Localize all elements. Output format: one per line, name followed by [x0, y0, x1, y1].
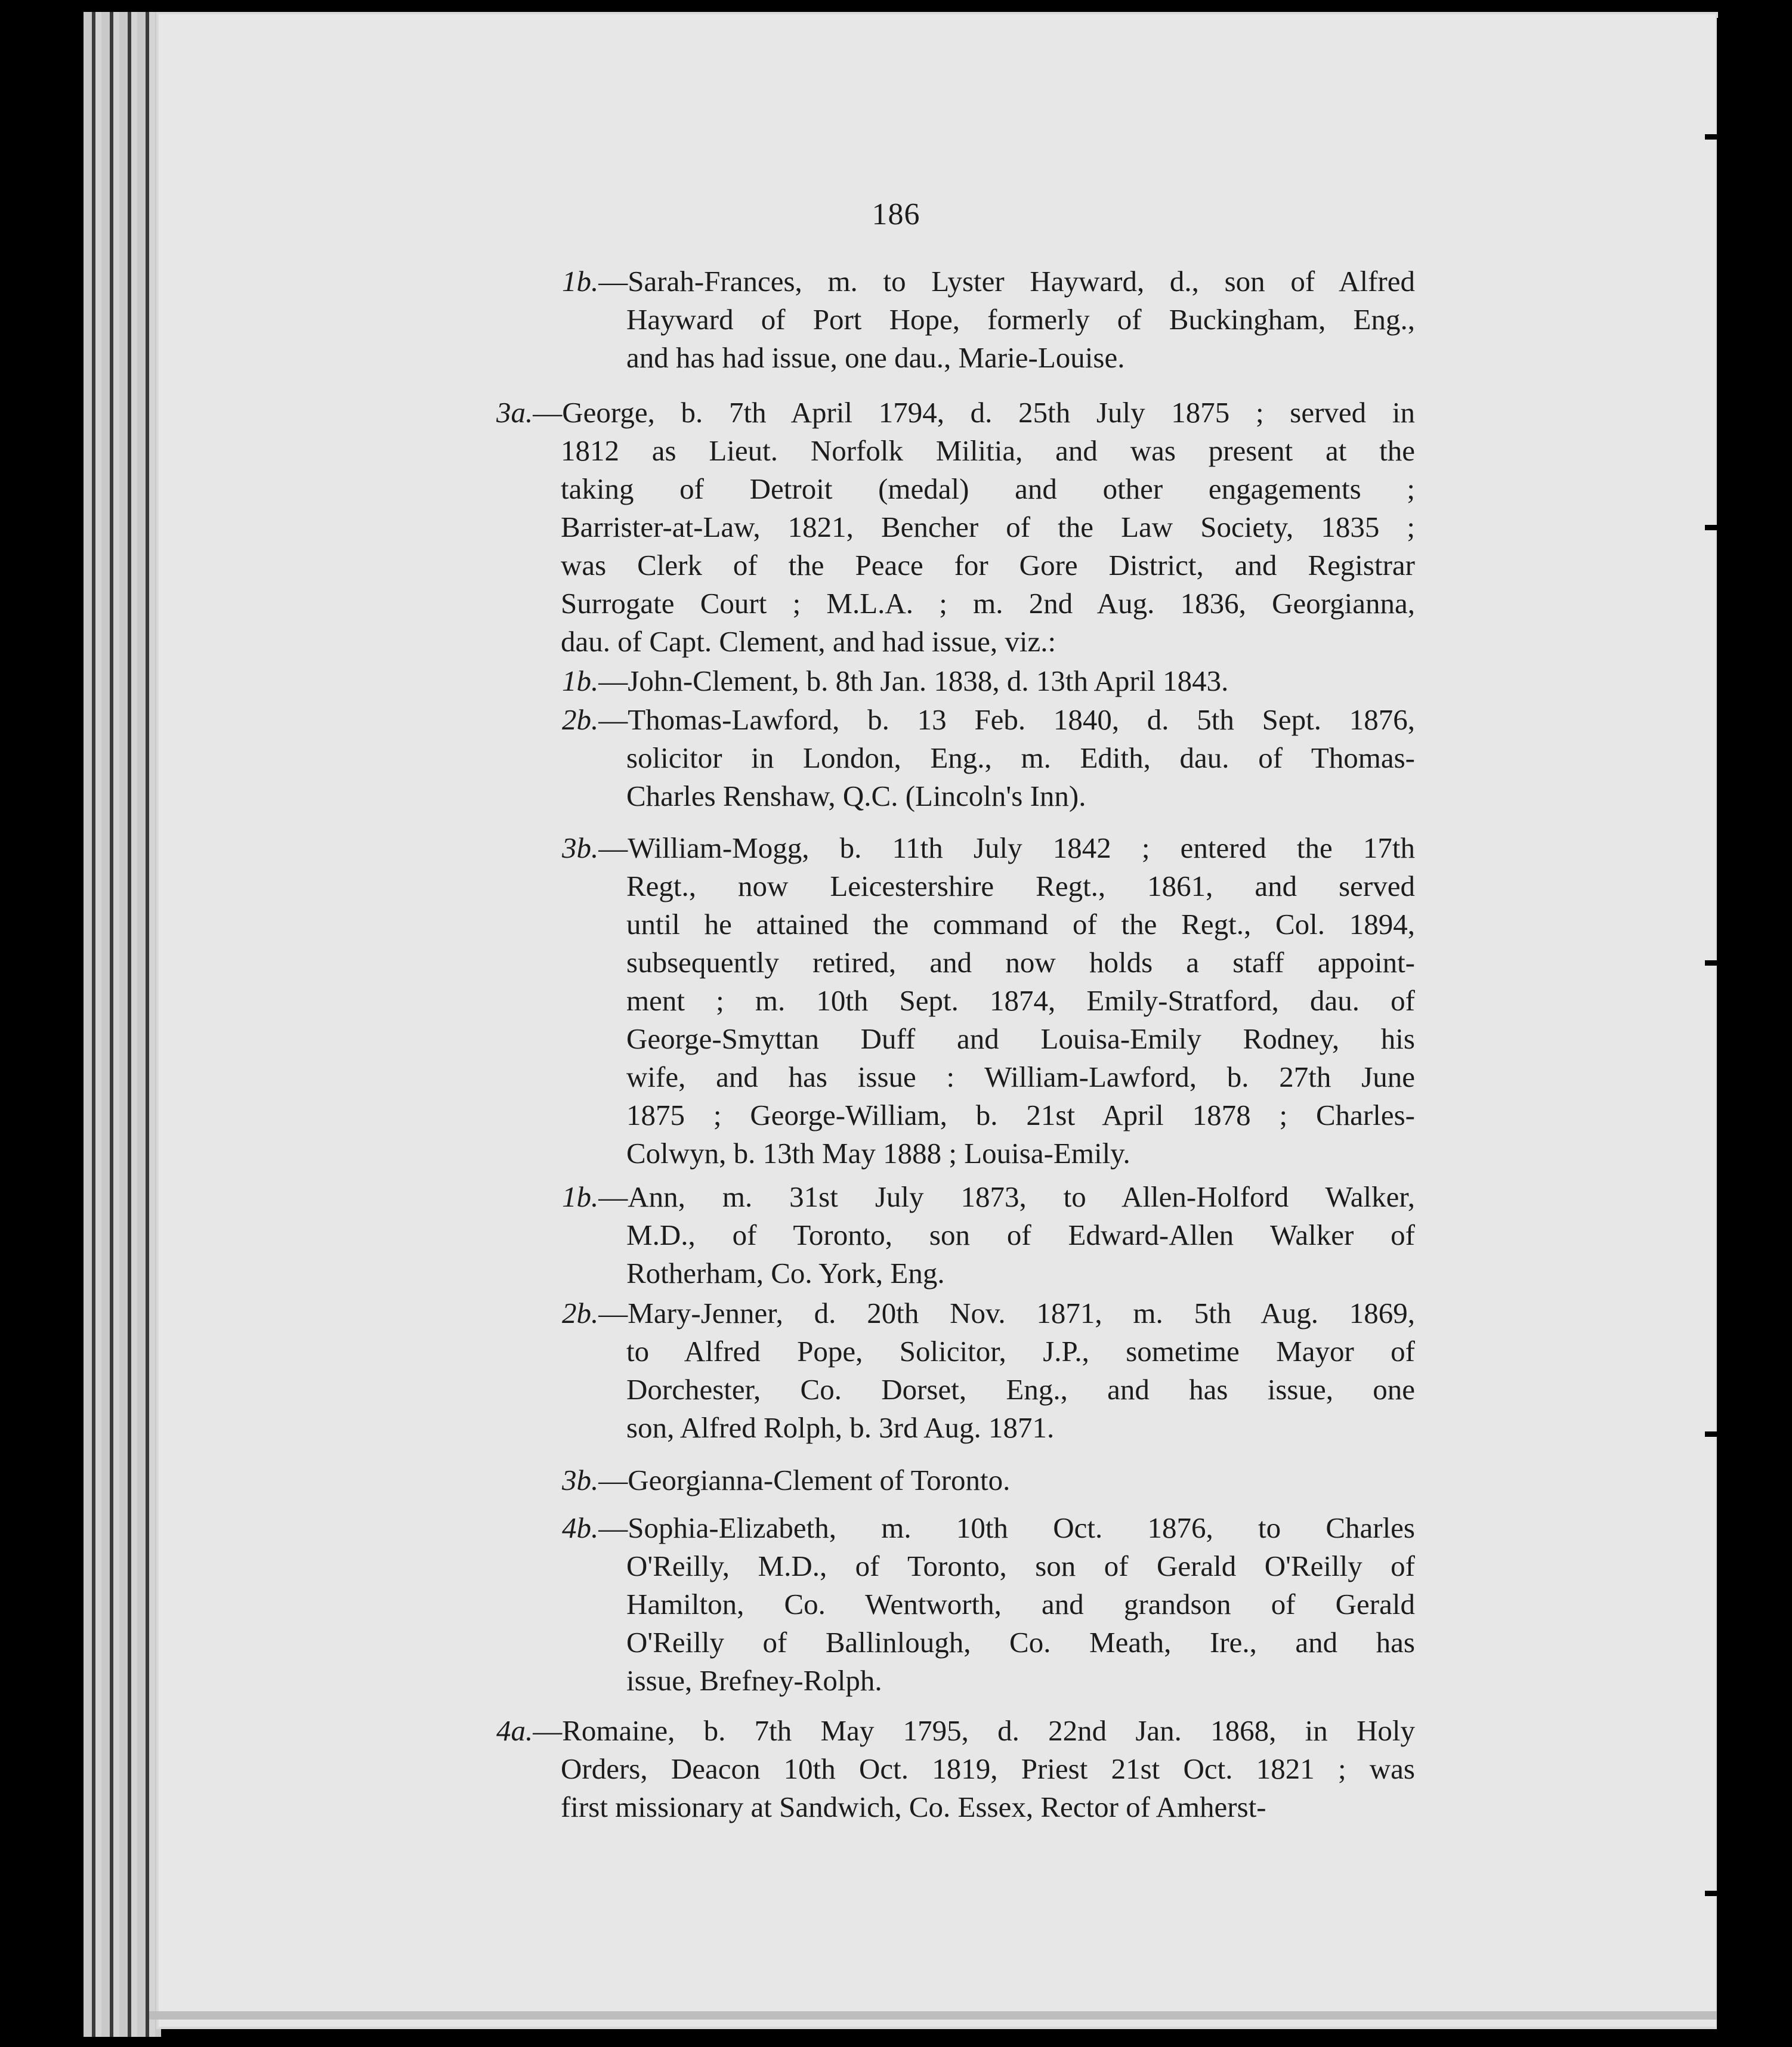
page-bottom-edge: [149, 2011, 1724, 2020]
entry-line: Orders, Deacon 10th Oct. 1819, Priest 21st Oct. 1821 ; was: [561, 1752, 1415, 1785]
entry-line: Hamilton, Co. Wentworth, and grandson of Gerald: [626, 1588, 1415, 1621]
binding-tick: [1705, 960, 1732, 966]
entry-line: ment ; m. 10th Sept. 1874, Emily-Stratford, dau. of: [626, 984, 1415, 1017]
entry-line: solicitor in London, Eng., m. Edith, dau. of Thomas-: [626, 741, 1415, 774]
page-number: 186: [872, 197, 920, 231]
genealogy-entry: [562, 701, 1415, 815]
entry-line: and has had issue, one dau., Marie-Louise.: [626, 341, 1125, 374]
entry-line: 1812 as Lieut. Norfolk Militia, and was present at the: [561, 434, 1415, 467]
binding-tick: [1705, 134, 1732, 140]
genealogy-entry: [496, 1712, 1415, 1826]
entry-text: —George, b. 7th April 1794, d. 25th July 1875 ; served in: [533, 396, 1415, 429]
entry-marker: 2b.: [562, 1297, 599, 1329]
entry-line: [496, 394, 1415, 432]
entry-line: Colwyn, b. 13th May 1888 ; Louisa-Emily.: [626, 1137, 1130, 1170]
entry-marker: 3b.: [562, 831, 599, 864]
scan-right-margin: [1720, 12, 1792, 2047]
entry-line: Dorchester, Co. Dorset, Eng., and has issue, one: [626, 1373, 1415, 1406]
entry-line: [562, 1178, 1415, 1216]
entry-line: subsequently retired, and now holds a staff appoint-: [626, 946, 1415, 979]
binding-rule: [1717, 18, 1720, 2034]
entry-marker: 4b.: [562, 1511, 599, 1544]
binding-tick: [1705, 525, 1732, 530]
entry-text: —Mary-Jenner, d. 20th Nov. 1871, m. 5th Aug. 1869,: [598, 1297, 1415, 1329]
entry-line: to Alfred Pope, Solicitor, J.P., sometime Mayor of: [626, 1335, 1415, 1368]
entry-line: Barrister-at-Law, 1821, Bencher of the Law Society, 1835 ;: [561, 511, 1415, 543]
entry-line: O'Reilly, M.D., of Toronto, son of Gerald O'Reilly of: [626, 1550, 1415, 1582]
entry-marker: 1b.: [562, 1180, 599, 1213]
entry-marker: 3b.: [562, 1464, 599, 1496]
entry-line: Surrogate Court ; M.L.A. ; m. 2nd Aug. 1836, Georgianna,: [561, 587, 1415, 620]
entry-line: [496, 1712, 1415, 1750]
entry-line: Hayward of Port Hope, formerly of Buckingham, Eng.,: [626, 303, 1415, 336]
binding-tick: [1705, 1431, 1732, 1437]
entry-line: taking of Detroit (medal) and other engagements ;: [561, 472, 1415, 505]
entry-line: M.D., of Toronto, son of Edward-Allen Walker of: [626, 1219, 1415, 1251]
genealogy-entry: [562, 829, 1415, 1173]
genealogy-entry: [562, 1461, 1415, 1499]
entry-line: Charles Renshaw, Q.C. (Lincoln's Inn).: [626, 780, 1086, 812]
entry-line: [562, 1461, 1415, 1499]
entry-line: [562, 1294, 1415, 1332]
entry-line: issue, Brefney-Rolph.: [626, 1664, 882, 1697]
entry-text: —Georgianna-Clement of Toronto.: [598, 1464, 1011, 1496]
entry-line: 1875 ; George-William, b. 21st April 1878 ; Charles-: [626, 1099, 1415, 1131]
entry-text: —Thomas-Lawford, b. 13 Feb. 1840, d. 5th Sept. 1876,: [598, 703, 1415, 736]
entry-line: O'Reilly of Ballinlough, Co. Meath, Ire., and has: [626, 1626, 1415, 1659]
entry-text: —Sarah-Frances, m. to Lyster Hayward, d., son of Alfred: [598, 265, 1415, 298]
entry-line: George-Smyttan Duff and Louisa-Emily Rodney, his: [626, 1022, 1415, 1055]
entry-marker: 1b.: [562, 664, 599, 697]
genealogy-entry: [562, 662, 1415, 700]
entry-text: —Romaine, b. 7th May 1795, d. 22nd Jan. 1868, in Holy: [533, 1714, 1415, 1747]
entry-line: was Clerk of the Peace for Gore District, and Registrar: [561, 549, 1415, 582]
entry-line: until he attained the command of the Regt., Col. 1894,: [626, 908, 1415, 941]
entry-text: —John-Clement, b. 8th Jan. 1838, d. 13th April 1843.: [598, 664, 1229, 697]
entry-line: Regt., now Leicestershire Regt., 1861, and served: [626, 870, 1415, 902]
entry-line: [562, 262, 1415, 301]
entry-marker: 2b.: [562, 703, 599, 736]
entry-line: dau. of Capt. Clement, and had issue, viz.:: [561, 625, 1056, 658]
entry-line: Rotherham, Co. York, Eng.: [626, 1257, 945, 1290]
entry-marker: 4a.: [496, 1714, 533, 1747]
entry-line: son, Alfred Rolph, b. 3rd Aug. 1871.: [626, 1411, 1055, 1444]
entry-line: [562, 1509, 1415, 1547]
entry-line: [562, 701, 1415, 739]
entry-line: [562, 829, 1415, 867]
entry-marker: 3a.: [496, 396, 533, 429]
book-page-edges: [84, 12, 161, 2037]
genealogy-entry: [496, 394, 1415, 661]
genealogy-entry: [562, 1178, 1415, 1292]
entry-marker: 1b.: [562, 265, 599, 298]
entry-line: first missionary at Sandwich, Co. Essex, Rector of Amherst-: [561, 1791, 1266, 1823]
genealogy-entry: [562, 1509, 1415, 1700]
entry-line: [562, 662, 1415, 700]
entry-text: —William-Mogg, b. 11th July 1842 ; entered the 17th: [598, 831, 1415, 864]
entry-text: —Sophia-Elizabeth, m. 10th Oct. 1876, to Charles: [598, 1511, 1415, 1544]
entry-line: wife, and has issue : William-Lawford, b. 27th June: [626, 1060, 1415, 1093]
genealogy-entry: [562, 262, 1415, 377]
genealogy-entry: [562, 1294, 1415, 1447]
binding-tick: [1705, 1891, 1732, 1896]
entry-text: —Ann, m. 31st July 1873, to Allen-Holford Walker,: [598, 1180, 1415, 1213]
